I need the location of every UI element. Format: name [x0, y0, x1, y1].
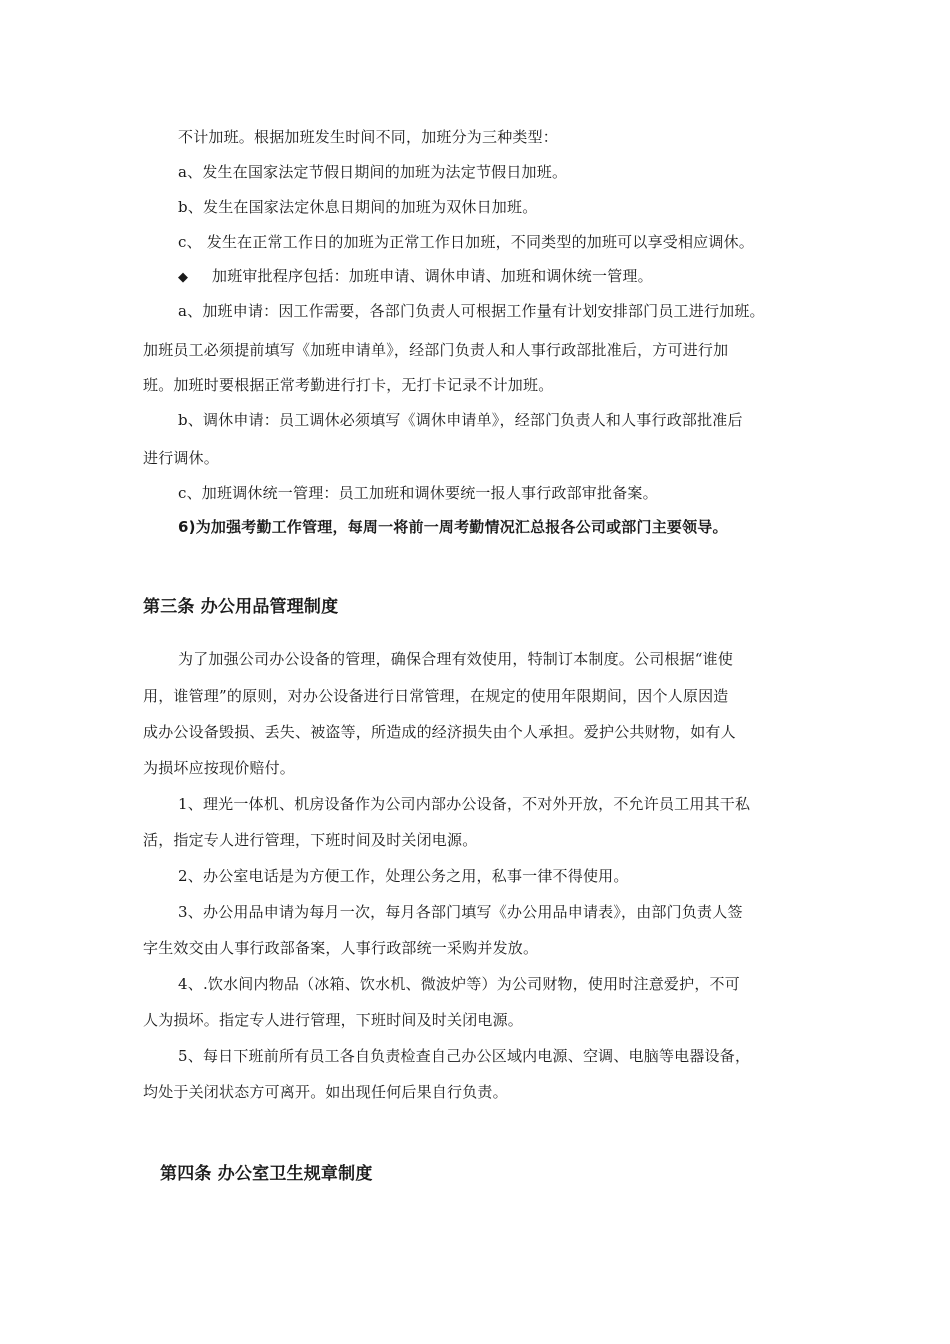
paragraph-line: 1、理光一体机、机房设备作为公司内部办公设备，不对外开放，不允许员工用其干私	[178, 795, 751, 813]
list-item-b: b、发生在国家法定休息日期间的加班为双休日加班。	[178, 198, 538, 216]
section-heading-3: 第三条 办公用品管理制度	[143, 597, 339, 617]
paragraph-line: 用，谁管理”的原则，对办公设备进行日常管理，在规定的使用年限期间，因个人原因造	[143, 687, 729, 705]
list-item-c: c、 发生在正常工作日的加班为正常工作日加班，不同类型的加班可以享受相应调休。	[178, 233, 754, 251]
list-item-a: a、发生在国家法定节假日期间的加班为法定节假日加班。	[178, 163, 568, 181]
paragraph-line: 班。加班时要根据正常考勤进行打卡，无打卡记录不计加班。	[143, 376, 554, 394]
paragraph-line: b、调休申请：员工调休必须填写《调休申请单》，经部门负责人和人事行政部批准后	[178, 411, 743, 429]
paragraph-line: 均处于关闭状态方可离开。如出现任何后果自行负责。	[143, 1083, 508, 1101]
paragraph-line: 3、办公用品申请为每月一次，每月各部门填写《办公用品申请表》，由部门负责人签	[178, 903, 743, 921]
paragraph-line: 4、.饮水间内物品（冰箱、饮水机、微波炉等）为公司财物，使用时注意爱护，不可	[178, 975, 740, 993]
bullet-text: 加班审批程序包括：加班申请、调休申请、加班和调休统一管理。	[212, 267, 653, 285]
paragraph-line: 不计加班。根据加班发生时间不同，加班分为三种类型：	[178, 128, 559, 146]
paragraph-line: 字生效交由人事行政部备案，人事行政部统一采购并发放。	[143, 939, 539, 957]
paragraph-line: 进行调休。	[143, 449, 220, 467]
paragraph-line: 成办公设备毁损、丢失、被盗等，所造成的经济损失由个人承担。爱护公共财物，如有人	[143, 723, 736, 741]
paragraph-line: 人为损坏。指定专人进行管理，下班时间及时关闭电源。	[143, 1011, 524, 1029]
bold-note: 6)为加强考勤工作管理，每周一将前一周考勤情况汇总报各公司或部门主要领导。	[178, 518, 728, 536]
paragraph-line: c、加班调休统一管理：员工加班和调休要统一报人事行政部审批备案。	[178, 484, 658, 502]
paragraph-line: 加班员工必须提前填写《加班申请单》，经部门负责人和人事行政部批准后，方可进行加	[143, 341, 729, 359]
paragraph-line: 为了加强公司办公设备的管理，确保合理有效使用，特制订本制度。公司根据“谁使	[178, 650, 734, 668]
bullet-item	[178, 266, 653, 288]
paragraph-line: a、加班申请：因工作需要，各部门负责人可根据工作量有计划安排部门员工进行加班。	[178, 302, 765, 320]
paragraph-line: 活，指定专人进行管理，下班时间及时关闭电源。	[143, 831, 478, 849]
section-heading-4: 第四条 办公室卫生规章制度	[160, 1164, 373, 1184]
paragraph-line: 2、办公室电话是为方便工作，处理公务之用，私事一律不得使用。	[178, 867, 629, 885]
paragraph-line: 5、每日下班前所有员工各自负责检查自己办公区域内电源、空调、电脑等电器设备，	[178, 1047, 751, 1065]
diamond-bullet-icon: ◆	[178, 270, 189, 285]
paragraph-line: 为损坏应按现价赔付。	[143, 759, 296, 777]
